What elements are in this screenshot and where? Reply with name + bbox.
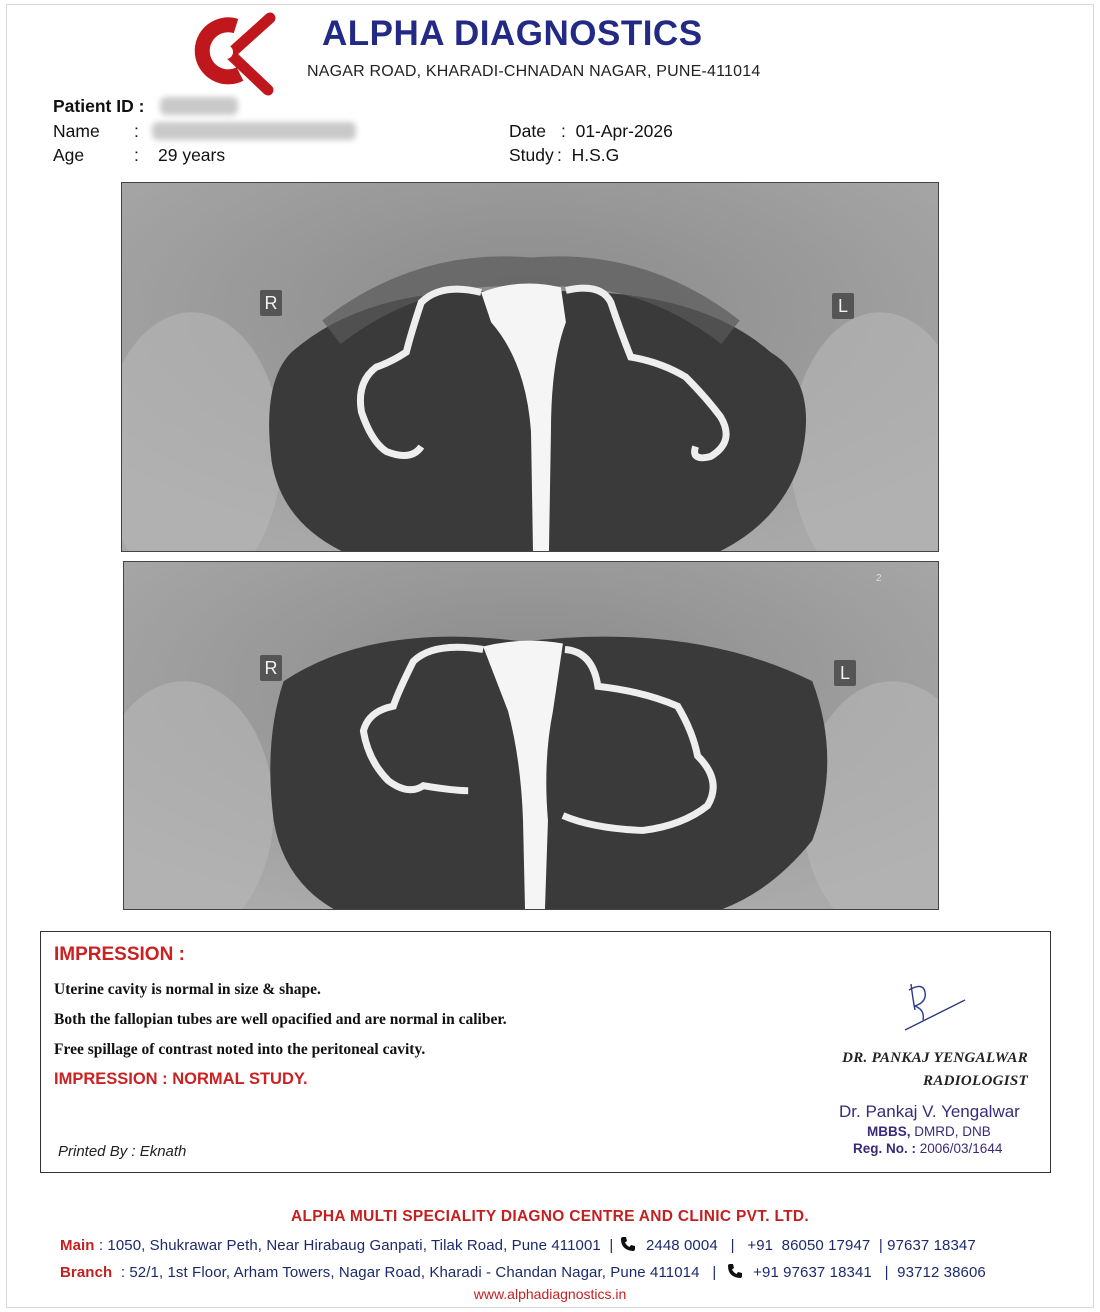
- printed-by: Printed By : Eknath: [58, 1143, 187, 1160]
- stamp-registration: Reg. No. : 2006/03/1644: [853, 1141, 1003, 1156]
- name-colon: :: [134, 121, 139, 141]
- age-colon: :: [134, 145, 139, 165]
- doctor-name: DR. PANKAJ YENGALWAR: [842, 1050, 1028, 1066]
- hsg-xray-image-1: [121, 182, 939, 552]
- company-name: ALPHA MULTI SPECIALITY DIAGNO CENTRE AND CLINIC PVT. LTD.: [291, 1208, 809, 1225]
- phone-icon: [727, 1263, 743, 1279]
- study-label: Study: [509, 145, 554, 165]
- phone-icon: [620, 1236, 636, 1252]
- age-value: 29 years: [158, 145, 226, 165]
- image-number: 2: [876, 573, 882, 584]
- left-side-marker: L: [832, 293, 854, 319]
- patient-id-label: Patient ID :: [53, 96, 145, 116]
- age-label: Age: [53, 145, 85, 165]
- name-label: Name: [53, 121, 100, 141]
- doctor-designation: RADIOLOGIST: [923, 1073, 1028, 1089]
- patient-id-redacted: [160, 97, 238, 115]
- stamp-doctor-name: Dr. Pankaj V. Yengalwar: [839, 1102, 1020, 1121]
- stamp-qualifications: MBBS, DMRD, DNB: [867, 1124, 991, 1139]
- website-link[interactable]: www.alphadiagnostics.in: [473, 1286, 627, 1302]
- branch-address-line: [60, 1263, 986, 1281]
- alpha-logo: [190, 10, 280, 96]
- lab-name: ALPHA DIAGNOSTICS: [322, 14, 703, 53]
- doctor-signature: [903, 980, 973, 1040]
- branch-label: Branch: [60, 1264, 113, 1281]
- impression-title: IMPRESSION :: [54, 944, 185, 965]
- patient-name-redacted: [152, 122, 356, 140]
- impression-line: Uterine cavity is normal in size & shape.: [54, 981, 321, 998]
- main-label: Main: [60, 1237, 95, 1254]
- branch-address: : 52/1, 1st Floor, Arham Towers, Nagar Road, Kharadi - Chandan Nagar, Pune 411014 |: [112, 1264, 725, 1281]
- main-phones: 2448 0004 | +91 86050 17947 | 97637 18347: [641, 1237, 976, 1254]
- branch-phones: +91 97637 18341 | 93712 38606: [748, 1264, 986, 1281]
- date-label: Date: [509, 121, 546, 141]
- right-side-marker: R: [260, 655, 282, 681]
- impression-box: [40, 931, 1051, 1173]
- main-address: : 1050, Shukrawar Peth, Near Hirabaug Ganpati, Tilak Road, Pune 411001 |: [94, 1237, 618, 1254]
- impression-line: Both the fallopian tubes are well opacified and are normal in caliber.: [54, 1011, 507, 1028]
- hsg-xray-image-2: [123, 561, 939, 910]
- main-address-line: [60, 1236, 976, 1254]
- impression-line: Free spillage of contrast noted into the peritoneal cavity.: [54, 1041, 426, 1058]
- lab-address: NAGAR ROAD, KHARADI-CHNADAN NAGAR, PUNE-411014: [307, 63, 761, 80]
- date-value: : 01-Apr-2026: [561, 121, 673, 141]
- right-side-marker: R: [260, 290, 282, 316]
- impression-result: IMPRESSION : NORMAL STUDY.: [54, 1070, 308, 1088]
- left-side-marker: L: [834, 660, 856, 686]
- study-value: : H.S.G: [557, 145, 620, 165]
